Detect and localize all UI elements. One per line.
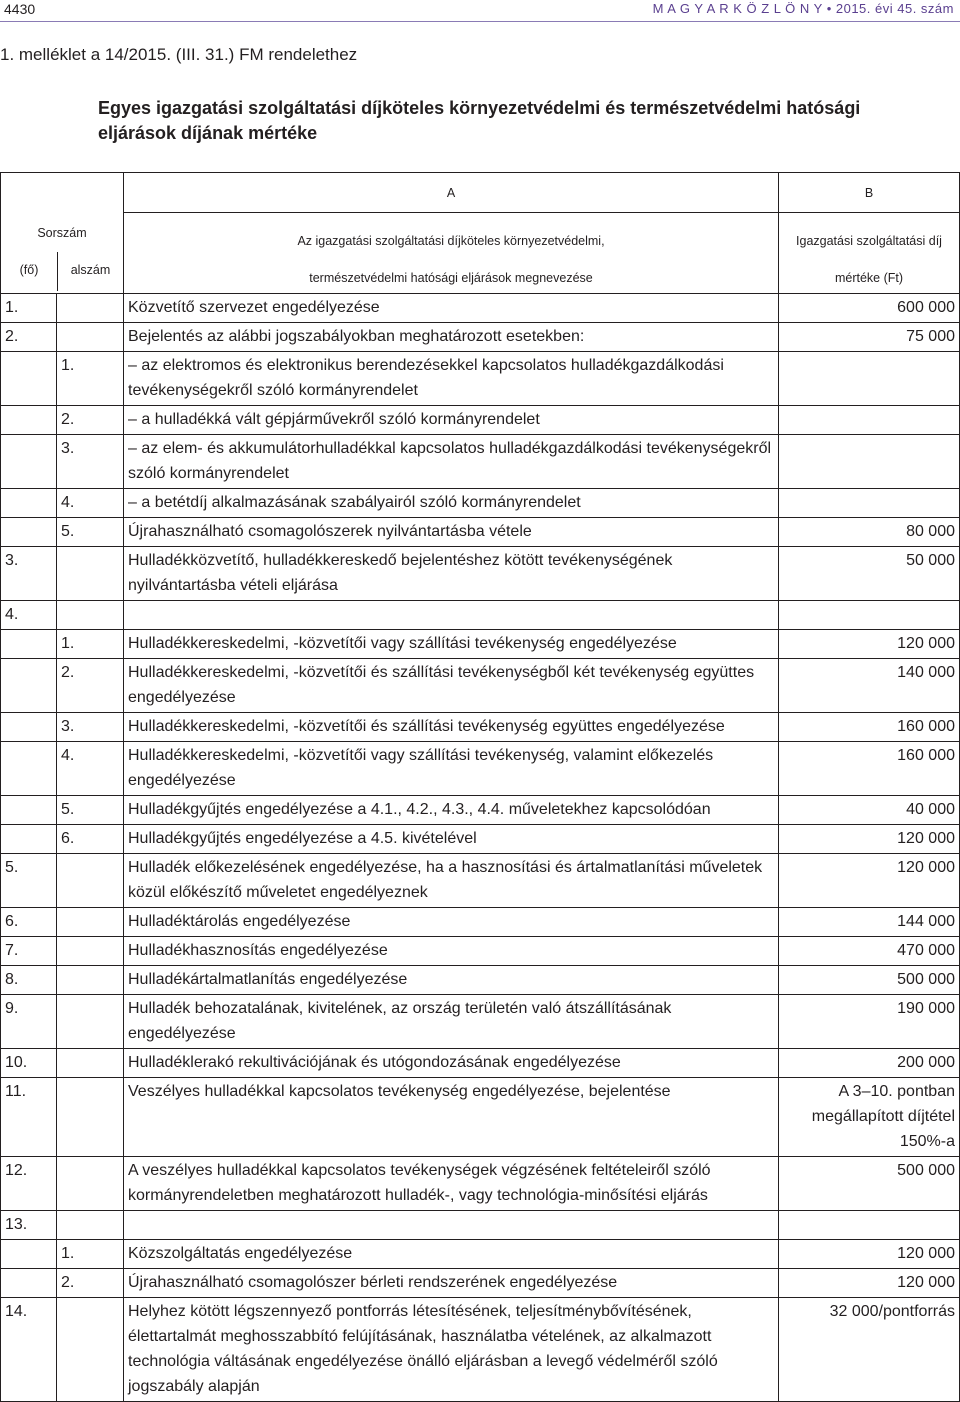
col-a-header-line2: természetvédelmi hatósági eljárások megnevezése (309, 271, 593, 285)
row-sub-number (57, 854, 124, 908)
row-description-text: – az elem- és akkumulátorhulladékkal kapcsolatos hulladékgazdálkodási tevékenységekről szóló kormányrendelet (128, 440, 771, 482)
table-row (1, 659, 960, 713)
row-fee (779, 1240, 960, 1269)
row-fee (779, 796, 960, 825)
row-sub-number-text: 6. (61, 830, 75, 847)
row-fee-text: 500 000 (897, 971, 955, 988)
row-fee (779, 937, 960, 966)
row-description-text: Hulladék behozatalának, kivitelének, az ország területén való átszállításának engedélyezése (128, 1000, 672, 1042)
table-row (1, 1211, 960, 1240)
table-row (1, 547, 960, 601)
row-fee-text: A 3–10. pontban megállapított díjtétel 150%-a (811, 1083, 955, 1150)
row-main-number (1, 1269, 57, 1298)
row-sub-number (57, 547, 124, 601)
row-fee (779, 966, 960, 995)
row-main-number (1, 1157, 57, 1211)
row-fee (779, 1269, 960, 1298)
row-sub-number (57, 323, 124, 352)
table-row (1, 1269, 960, 1298)
row-sub-number (57, 825, 124, 854)
table-row (1, 995, 960, 1049)
journal-title: M A G Y A R K Ö Z L Ö N Y • 2015. évi 45. szám (652, 1, 954, 16)
row-fee (779, 1157, 960, 1211)
row-description (124, 1157, 779, 1211)
row-description-text: Közszolgáltatás engedélyezése (128, 1245, 353, 1262)
row-sub-number (57, 1157, 124, 1211)
row-fee-text: 144 000 (897, 913, 955, 930)
document-title: Egyes igazgatási szolgáltatási díjköteles környezetvédelmi és természetvédelmi hatósági eljárások díjának mértéke (98, 98, 861, 143)
table-row (1, 1049, 960, 1078)
row-fee (779, 323, 960, 352)
row-description (124, 825, 779, 854)
table-row (1, 1240, 960, 1269)
row-description (124, 1049, 779, 1078)
table-row (1, 796, 960, 825)
row-sub-number (57, 1269, 124, 1298)
table-row (1, 937, 960, 966)
row-fee (779, 1298, 960, 1402)
row-description-text: Újrahasználható csomagolószerek nyilvántartásba vétele (128, 523, 532, 540)
row-main-number-text: 7. (5, 942, 19, 959)
col-b-header (779, 213, 960, 294)
fee-table (0, 172, 960, 1402)
fee-table-body (1, 173, 960, 1402)
row-main-number-text: 2. (5, 328, 19, 345)
row-fee-text: 40 000 (906, 801, 955, 818)
row-main-number (1, 742, 57, 796)
row-fee-text: 120 000 (897, 830, 955, 847)
row-fee (779, 630, 960, 659)
row-description-text: Hulladéklerakó rekultivációjának és utógondozásának engedélyezése (128, 1054, 621, 1071)
row-main-number (1, 854, 57, 908)
row-main-number (1, 1078, 57, 1157)
column-letter-row (1, 173, 960, 213)
row-fee-text: 160 000 (897, 747, 955, 764)
row-sub-number (57, 1049, 124, 1078)
row-main-number (1, 937, 57, 966)
row-main-number-text: 10. (5, 1054, 28, 1071)
row-sub-number (57, 966, 124, 995)
row-description (124, 1269, 779, 1298)
table-row (1, 630, 960, 659)
row-fee (779, 294, 960, 323)
table-row (1, 854, 960, 908)
row-description (124, 1078, 779, 1157)
row-fee (779, 825, 960, 854)
table-row (1, 518, 960, 547)
row-fee-text: 50 000 (906, 552, 955, 569)
row-fee-text: 470 000 (897, 942, 955, 959)
row-sub-number-text: 1. (61, 635, 75, 652)
row-sub-number (57, 1211, 124, 1240)
table-row (1, 435, 960, 489)
row-main-number (1, 601, 57, 630)
sorszam-header (1, 213, 124, 294)
table-row (1, 294, 960, 323)
page-number: 4430 (4, 1, 36, 17)
row-main-number (1, 435, 57, 489)
row-main-number (1, 713, 57, 742)
column-letter-a: A (124, 173, 779, 213)
row-fee-text: 120 000 (897, 859, 955, 876)
row-main-number (1, 825, 57, 854)
row-main-number-text: 4. (5, 606, 19, 623)
row-description-text: Veszélyes hulladékkal kapcsolatos tevékenység engedélyezése, bejelentése (128, 1083, 671, 1100)
row-sub-number (57, 518, 124, 547)
sorszam-label: Sorszám (37, 225, 87, 240)
row-sub-number-text: 2. (61, 411, 75, 428)
row-main-number (1, 489, 57, 518)
row-sub-number-text: 3. (61, 718, 75, 735)
row-description-text: – a betétdíj alkalmazásának szabályairól szóló kormányrendelet (128, 494, 581, 511)
column-letter-b: B (779, 173, 960, 213)
row-description (124, 1298, 779, 1402)
row-fee-text: 190 000 (897, 1000, 955, 1017)
row-main-number-text: 8. (5, 971, 19, 988)
row-fee-text: 120 000 (897, 1274, 955, 1291)
row-description (124, 547, 779, 601)
row-fee (779, 352, 960, 406)
row-sub-number (57, 601, 124, 630)
row-sub-number (57, 995, 124, 1049)
row-fee (779, 1078, 960, 1157)
row-description (124, 406, 779, 435)
row-main-number (1, 659, 57, 713)
row-description (124, 937, 779, 966)
row-main-number (1, 796, 57, 825)
row-description (124, 854, 779, 908)
row-fee (779, 435, 960, 489)
row-sub-number-text: 2. (61, 664, 75, 681)
row-fee-text: 160 000 (897, 718, 955, 735)
row-fee-text: 75 000 (906, 328, 955, 345)
col-b-header-line2: mértéke (Ft) (834, 271, 904, 285)
row-fee (779, 601, 960, 630)
row-fee (779, 908, 960, 937)
row-description-text: Bejelentés az alábbi jogszabályokban meghatározott esetekben: (128, 328, 585, 345)
col-b-header-line1: Igazgatási szolgáltatási díj (796, 234, 942, 248)
sorszam-subheaders (1, 252, 123, 291)
row-description-text: – a hulladékká vált gépjárművekről szóló kormányrendelet (128, 411, 540, 428)
column-header-row (1, 213, 960, 294)
row-sub-number (57, 294, 124, 323)
row-description-text: Hulladékártalmatlanítás engedélyezése (128, 971, 408, 988)
row-fee-text: 140 000 (897, 664, 955, 681)
row-description-text: A veszélyes hulladékkal kapcsolatos tevékenységek végzésének feltételeiről szóló kormányrendeletben meghatározott hulladék-, vagy technológia-minősítési eljárás (128, 1162, 711, 1204)
row-description (124, 518, 779, 547)
row-description (124, 294, 779, 323)
row-sub-number (57, 1298, 124, 1402)
row-description-text: Helyhez kötött légszennyező pontforrás létesítésének, teljesítménybővítésének, élettartalmát meghosszabbító felújításának, használatba vételének, az alkalmazott technológia váltásának engedélyezése önálló eljárásban a levegő védelméről szóló jogszabály alapján (128, 1303, 718, 1395)
row-description-text: Újrahasználható csomagolószer bérleti rendszerének engedélyezése (128, 1274, 618, 1291)
table-row (1, 908, 960, 937)
row-fee (779, 406, 960, 435)
row-fee (779, 518, 960, 547)
row-sub-number (57, 908, 124, 937)
row-main-number (1, 630, 57, 659)
row-description-text: – az elektromos és elektronikus berendezésekkel kapcsolatos hulladékgazdálkodási tevékenységekről szóló kormányrendelet (128, 357, 724, 399)
row-main-number (1, 1240, 57, 1269)
row-sub-number (57, 1240, 124, 1269)
row-fee (779, 713, 960, 742)
row-description (124, 601, 779, 630)
row-description (124, 630, 779, 659)
row-main-number-text: 9. (5, 1000, 19, 1017)
table-row (1, 742, 960, 796)
row-description (124, 908, 779, 937)
row-main-number (1, 323, 57, 352)
row-sub-number-text: 2. (61, 1274, 75, 1291)
row-description (124, 995, 779, 1049)
header-rule (0, 21, 960, 22)
row-description-text: Közvetítő szervezet engedélyezése (128, 299, 380, 316)
row-description-text: Hulladékkereskedelmi, -közvetítői vagy szállítási tevékenység, valamint előkezelés engedélyezése (128, 747, 714, 789)
row-sub-number (57, 1078, 124, 1157)
alszam-label: alszám (57, 252, 123, 291)
row-description (124, 1240, 779, 1269)
row-description (124, 966, 779, 995)
row-fee-text: 120 000 (897, 1245, 955, 1262)
row-description-text: Hulladéktárolás engedélyezése (128, 913, 351, 930)
row-main-number-text: 14. (5, 1303, 28, 1320)
table-row (1, 406, 960, 435)
row-description-text: Hulladék előkezelésének engedélyezése, ha a hasznosítási és ártalmatlanítási műveletek közül előkészítő műveletet engedélyeznek (128, 859, 763, 901)
table-row (1, 352, 960, 406)
row-main-number-text: 5. (5, 859, 19, 876)
row-sub-number (57, 713, 124, 742)
row-fee (779, 489, 960, 518)
col-a-header (124, 213, 779, 294)
row-sub-number-text: 4. (61, 747, 75, 764)
row-main-number (1, 1298, 57, 1402)
table-row (1, 1157, 960, 1211)
row-main-number-text: 3. (5, 552, 19, 569)
row-description-text: Hulladékgyűjtés engedélyezése a 4.1., 4.2., 4.3., 4.4. műveletekhez kapcsolódóan (128, 801, 711, 818)
row-sub-number (57, 742, 124, 796)
row-fee (779, 1211, 960, 1240)
col-a-header-line1: Az igazgatási szolgáltatási díjköteles környezetvédelmi, (297, 234, 605, 248)
row-fee (779, 659, 960, 713)
row-sub-number (57, 630, 124, 659)
row-main-number (1, 352, 57, 406)
row-description (124, 435, 779, 489)
row-description (124, 489, 779, 518)
row-main-number (1, 547, 57, 601)
row-main-number-text: 6. (5, 913, 19, 930)
row-description-text: Hulladékközvetítő, hulladékkereskedő bejelentéshez kötött tevékenységének nyilvántartásba vételi eljárása (128, 552, 673, 594)
row-main-number (1, 995, 57, 1049)
row-description (124, 659, 779, 713)
row-sub-number (57, 406, 124, 435)
row-sub-number-text: 4. (61, 494, 75, 511)
row-main-number-text: 13. (5, 1216, 28, 1233)
row-description-text: Hulladékgyűjtés engedélyezése a 4.5. kivételével (128, 830, 477, 847)
table-row (1, 1078, 960, 1157)
row-description (124, 323, 779, 352)
row-main-number-text: 1. (5, 299, 19, 316)
row-fee (779, 742, 960, 796)
row-fee (779, 854, 960, 908)
row-main-number (1, 1211, 57, 1240)
row-description (124, 713, 779, 742)
table-row (1, 825, 960, 854)
row-sub-number (57, 489, 124, 518)
table-row (1, 601, 960, 630)
row-sub-number (57, 435, 124, 489)
annex-label: 1. melléklet a 14/2015. (III. 31.) FM rendelethez (0, 45, 358, 64)
row-fee-text: 80 000 (906, 523, 955, 540)
row-fee-text: 32 000/pontforrás (829, 1303, 955, 1320)
row-main-number (1, 518, 57, 547)
row-main-number (1, 294, 57, 323)
row-description-text: Hulladékkereskedelmi, -közvetítői és szállítási tevékenység együttes engedélyezése (128, 718, 725, 735)
row-description-text: Hulladékkereskedelmi, -közvetítői vagy szállítási tevékenység engedélyezése (128, 635, 677, 652)
row-fee-text: 120 000 (897, 635, 955, 652)
row-sub-number (57, 796, 124, 825)
row-sub-number-text: 5. (61, 801, 75, 818)
row-main-number (1, 966, 57, 995)
row-sub-number (57, 937, 124, 966)
table-row (1, 1298, 960, 1402)
row-main-number (1, 1049, 57, 1078)
row-main-number (1, 406, 57, 435)
row-sub-number-text: 1. (61, 1245, 75, 1262)
row-description-text: Hulladékhasznosítás engedélyezése (128, 942, 388, 959)
row-main-number-text: 12. (5, 1162, 28, 1179)
row-sub-number-text: 5. (61, 523, 75, 540)
row-sub-number-text: 3. (61, 440, 75, 457)
row-fee (779, 1049, 960, 1078)
row-fee-text: 200 000 (897, 1054, 955, 1071)
row-fee-text: 600 000 (897, 299, 955, 316)
page-header (0, 0, 960, 22)
row-description (124, 1211, 779, 1240)
row-sub-number (57, 352, 124, 406)
row-fee-text: 500 000 (897, 1162, 955, 1179)
table-row (1, 713, 960, 742)
table-row (1, 323, 960, 352)
table-row (1, 966, 960, 995)
row-main-number-text: 11. (5, 1083, 27, 1100)
row-description (124, 796, 779, 825)
row-description (124, 742, 779, 796)
fo-label: (fő) (19, 262, 39, 277)
row-main-number (1, 908, 57, 937)
row-sub-number (57, 659, 124, 713)
row-sub-number-text: 1. (61, 357, 75, 374)
row-description-text: Hulladékkereskedelmi, -közvetítői és szállítási tevékenységből két tevékenység együttes engedélyezése (128, 664, 755, 706)
row-fee (779, 547, 960, 601)
row-fee (779, 995, 960, 1049)
row-description (124, 352, 779, 406)
table-row (1, 489, 960, 518)
